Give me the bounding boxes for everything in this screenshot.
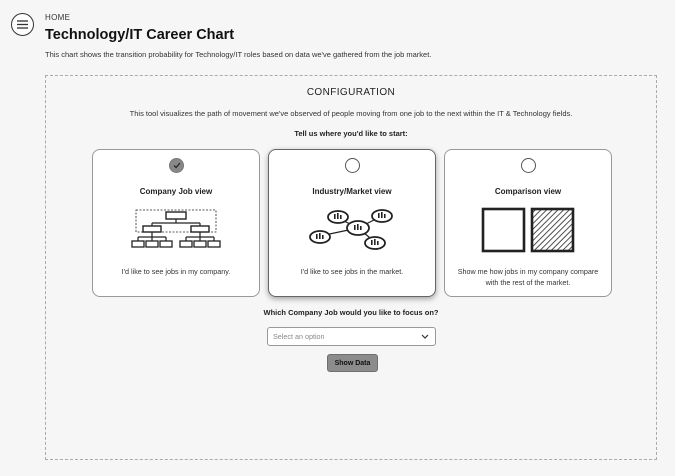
show-data-button[interactable]: Show Data: [327, 354, 378, 372]
configuration-panel: [45, 75, 657, 460]
focus-prompt: Which Company Job would you like to focus on?: [263, 308, 439, 317]
company-job-view-title: Company Job view: [139, 187, 213, 196]
industry-market-view-card[interactable]: [268, 149, 436, 297]
page-description: This chart shows the transition probability for Technology/IT roles based on data we've gathered from the job market.: [45, 50, 432, 59]
configuration-description: This tool visualizes the path of movement we've observed of people moving from one job to the next within the IT & Technology fields.: [129, 109, 573, 118]
company-job-view-text: I'd like to see jobs in my company.: [121, 267, 231, 276]
comparison-view-title: Comparison view: [494, 187, 562, 196]
chevron-down-icon: [421, 334, 429, 339]
company-job-view-card[interactable]: [92, 149, 260, 297]
org-chart-icon: [130, 207, 222, 253]
select-placeholder: Select an option: [273, 332, 325, 341]
comparison-view-radio[interactable]: [521, 158, 536, 173]
company-job-view-radio[interactable]: [169, 158, 184, 173]
start-prompt: Tell us where you'd like to start:: [294, 129, 408, 138]
breadcrumb-home[interactable]: HOME: [45, 13, 71, 22]
checkmark-icon: [173, 162, 181, 169]
page-title: Technology/IT Career Chart: [45, 27, 235, 43]
industry-market-view-title: Industry/Market view: [312, 187, 392, 196]
hamburger-icon: [17, 20, 28, 29]
configuration-title: CONFIGURATION: [306, 87, 396, 98]
industry-market-view-radio[interactable]: [345, 158, 360, 173]
network-chart-icon: [302, 206, 402, 254]
industry-market-view-text: I'd like to see jobs in the market.: [300, 267, 404, 276]
comparison-view-card[interactable]: [444, 149, 612, 297]
comparison-icon: [481, 207, 575, 253]
company-job-select[interactable]: [267, 327, 436, 346]
comparison-view-text: Show me how jobs in my company compare with the rest of the market.: [457, 267, 599, 287]
menu-button[interactable]: [11, 13, 34, 36]
